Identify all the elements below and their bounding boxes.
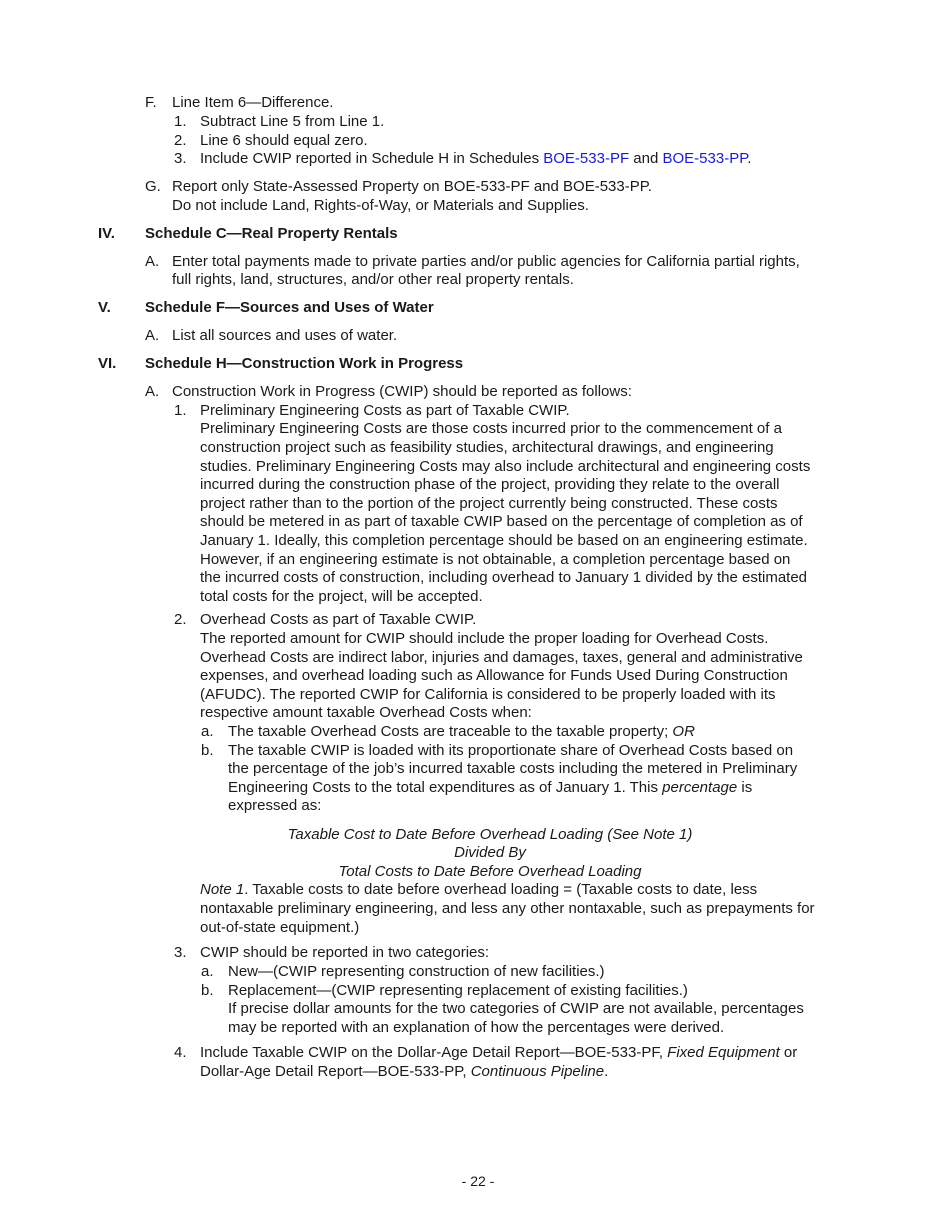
paragraph-line: Overhead Costs are indirect labor, injuries and damages, taxes, general and administrative	[200, 649, 803, 666]
note-line	[200, 881, 757, 899]
boe-533-pf-link[interactable]: BOE-533-PF	[543, 150, 630, 167]
list-item-text: .	[604, 1063, 609, 1080]
note-line: nontaxable preliminary engineering, and less any other nontaxable, such as prepayments for	[200, 900, 815, 917]
page-number: - 22 -	[461, 1173, 495, 1189]
list-item-title: Overhead Costs as part of Taxable CWIP.	[200, 611, 477, 628]
section-g-letter: G.	[145, 178, 161, 195]
paragraph-line: total costs for the project, will be accepted.	[200, 588, 483, 605]
sub-list-item: Replacement—(CWIP representing replacement of existing facilities.)	[228, 982, 688, 999]
paragraph-line: If precise dollar amounts for the two categories of CWIP are not available, percentages	[228, 1000, 804, 1017]
paragraph-line: the percentage of the job’s incurred taxable costs including the metered in Preliminary	[228, 760, 798, 777]
note-label: Note 1	[200, 881, 245, 898]
list-number: 4.	[174, 1044, 187, 1061]
list-number: 3.	[174, 150, 187, 167]
subsection-letter: A.	[145, 383, 160, 400]
sub-list-item: New—(CWIP representing construction of new facilities.)	[228, 963, 605, 980]
paragraph-text: is	[737, 779, 753, 796]
paragraph-line: The reported amount for CWIP should include the proper loading for Overhead Costs.	[200, 630, 769, 647]
list-item-text: or	[779, 1044, 798, 1061]
list-item-text: .	[747, 150, 752, 167]
paragraph-line: full rights, land, structures, and/or other real property rentals.	[172, 271, 574, 288]
section-v-number: V.	[98, 299, 111, 316]
formula-divider-text: Divided By	[454, 844, 526, 861]
paragraph-line: the incurred costs of construction, including overhead to January 1 divided by the estimated	[200, 569, 808, 586]
paragraph-line: Report only State-Assessed Property on BOE-533-PF and BOE-533-PP.	[172, 178, 652, 195]
sub-list-item	[228, 723, 695, 741]
section-v-heading: Schedule F—Sources and Uses of Water	[145, 299, 434, 316]
list-number: 3.	[174, 944, 187, 961]
fixed-equipment-emphasis: Fixed Equipment	[667, 1044, 780, 1061]
section-vi-number: VI.	[98, 355, 117, 372]
percentage-emphasis: percentage	[662, 779, 738, 796]
list-item-title: CWIP should be reported in two categories:	[200, 944, 490, 961]
or-emphasis: OR	[672, 723, 695, 740]
paragraph-text: Engineering Costs to the total expenditures as of January 1. This	[228, 779, 663, 796]
paragraph-line: List all sources and uses of water.	[172, 327, 398, 344]
sub-list-letter: a.	[201, 963, 214, 980]
paragraph-line: respective amount taxable Overhead Costs when:	[200, 704, 532, 721]
formula-numerator: Taxable Cost to Date Before Overhead Loading (See Note 1)	[287, 826, 693, 843]
paragraph-line: Preliminary Engineering Costs are those costs incurred prior to the commencement of a	[200, 420, 782, 437]
note-text: . Taxable costs to date before overhead loading = (Taxable costs to date, less	[244, 881, 758, 898]
paragraph-line: Enter total payments made to private parties and/or public agencies for California partial rights,	[172, 253, 800, 270]
list-item-text: and	[629, 150, 663, 167]
list-number: 2.	[174, 132, 187, 149]
list-number: 1.	[174, 402, 187, 419]
subsection-letter: A.	[145, 253, 160, 270]
paragraph-line	[228, 779, 752, 797]
section-f-title: Line Item 6—Difference.	[172, 94, 334, 111]
paragraph-line: Do not include Land, Rights-of-Way, or Materials and Supplies.	[172, 197, 589, 214]
formula-denominator: Total Costs to Date Before Overhead Loading	[338, 863, 642, 880]
section-iv-number: IV.	[98, 225, 115, 242]
list-item: Subtract Line 5 from Line 1.	[200, 113, 385, 130]
paragraph-line: should be metered in as part of taxable CWIP based on the percentage of completion as of	[200, 513, 803, 530]
paragraph-line: construction project such as feasibility studies, architectural drawings, and engineering	[200, 439, 774, 456]
paragraph-line: expenses, and overhead loading such as Allowance for Funds Used During Construction	[200, 667, 788, 684]
paragraph-line: However, if an engineering estimate is not obtainable, a completion percentage based on	[200, 551, 791, 568]
note-line: out-of-state equipment.)	[200, 919, 360, 936]
paragraph-line: The taxable CWIP is loaded with its proportionate share of Overhead Costs based on	[228, 742, 794, 759]
paragraph-line: Construction Work in Progress (CWIP) should be reported as follows:	[172, 383, 632, 400]
paragraph-line: expressed as:	[228, 797, 322, 814]
subsection-letter: A.	[145, 327, 160, 344]
list-item-title: Preliminary Engineering Costs as part of Taxable CWIP.	[200, 402, 570, 419]
boe-533-pp-link[interactable]: BOE-533-PP	[662, 150, 748, 167]
paragraph-line: studies. Preliminary Engineering Costs may also include architectural and engineering costs	[200, 458, 811, 475]
section-iv-heading: Schedule C—Real Property Rentals	[145, 225, 398, 242]
list-item: Line 6 should equal zero.	[200, 132, 368, 149]
list-item-text: Include Taxable CWIP on the Dollar-Age Detail Report—BOE-533-PF,	[200, 1044, 668, 1061]
list-number: 1.	[174, 113, 187, 130]
list-number: 2.	[174, 611, 187, 628]
paragraph-line: January 1. Ideally, this completion percentage should be based on an engineering estimate.	[200, 532, 808, 549]
paragraph-line: project rather than to the portion of the project currently being constructed. These costs	[200, 495, 778, 512]
sub-list-letter: b.	[201, 982, 214, 999]
continuous-pipeline-emphasis: Continuous Pipeline	[470, 1063, 605, 1080]
list-item	[200, 1063, 608, 1081]
sub-list-letter: a.	[201, 723, 214, 740]
paragraph-line: incurred during the construction phase of the project, providing they relate to the overall	[200, 476, 780, 493]
list-item	[200, 1044, 797, 1062]
sub-list-letter: b.	[201, 742, 214, 759]
paragraph-line: may be reported with an explanation of how the percentages were derived.	[228, 1019, 725, 1036]
list-item	[200, 150, 751, 168]
paragraph-line: (AFUDC). The reported CWIP for California is considered to be properly loaded with its	[200, 686, 776, 703]
section-vi-heading: Schedule H—Construction Work in Progress	[145, 355, 464, 372]
list-item-text: Dollar-Age Detail Report—BOE-533-PP,	[200, 1063, 471, 1080]
section-f-letter: F.	[145, 94, 157, 111]
sub-list-text: The taxable Overhead Costs are traceable to the taxable property;	[228, 723, 673, 740]
list-item-text: Include CWIP reported in Schedule H in Schedules	[200, 150, 544, 167]
